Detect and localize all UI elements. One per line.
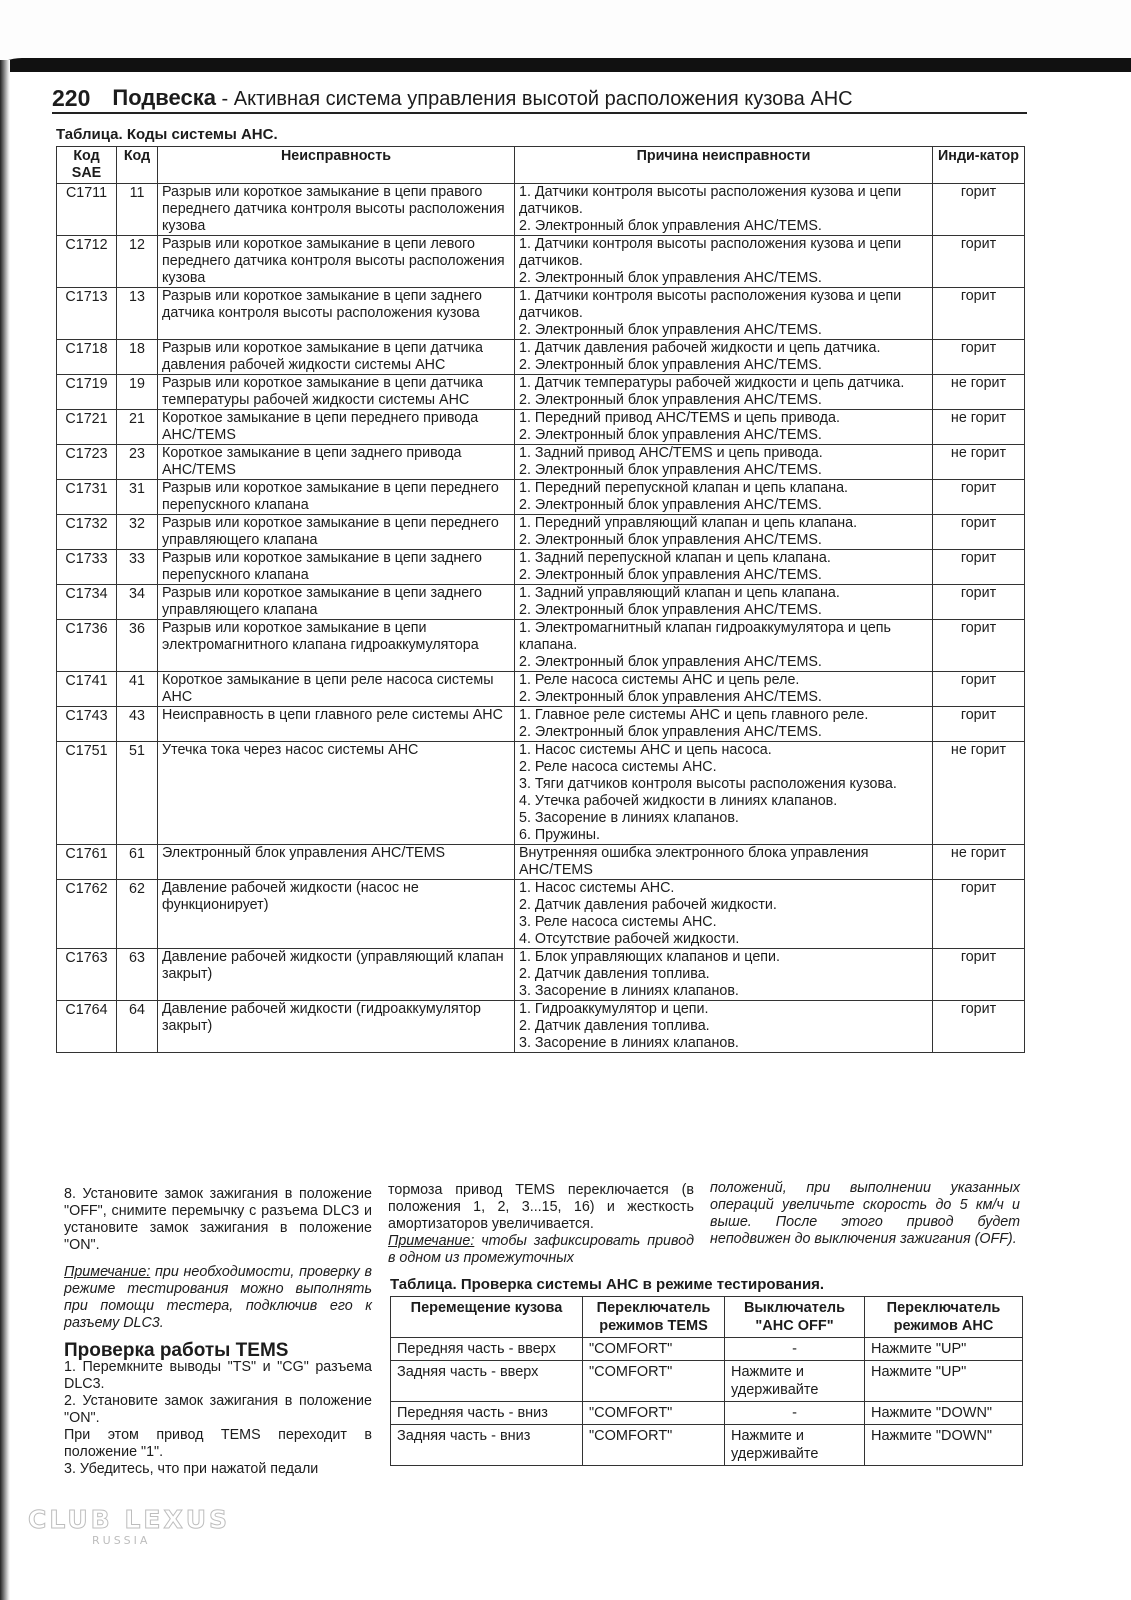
codes-table-row (57, 184, 1025, 236)
note-label: Примечание: (64, 1264, 151, 1280)
section-subtitle: - Активная система управления высотой расположения кузова АНС (221, 88, 853, 110)
cause-item: 3. Тяги датчиков контроля высоты расположения кузова. (519, 776, 897, 792)
fault-description: Неисправность в цепи главного реле системы АНС (158, 707, 515, 742)
cause-item: 1. Датчики контроля высоты расположения кузова и цепи датчиков. (519, 184, 902, 217)
cause-item: 2. Электронный блок управления AHC/TEMS. (519, 322, 822, 338)
col-header-indicator: Инди-катор (933, 147, 1025, 184)
cause-item: 2. Электронный блок управления AHC/TEMS. (519, 357, 822, 373)
indicator-status: горит (933, 672, 1025, 707)
cause-item: 1. Электромагнитный клапан гидроаккумулятора и цепь клапана. (519, 620, 891, 653)
page-number: 220 (52, 85, 91, 111)
codes-table-row (57, 550, 1025, 585)
code-sae: C1713 (57, 288, 117, 340)
codes-table-row (57, 340, 1025, 375)
fault-causes (515, 585, 933, 620)
indicator-status: горит (933, 480, 1025, 515)
middle-note (388, 1233, 694, 1267)
fault-causes (515, 236, 933, 288)
scan-left-edge (0, 60, 10, 1600)
tems-section-title: Проверка работы TEMS (64, 1340, 289, 1361)
indicator-status: горит (933, 550, 1025, 585)
indicator-status: горит (933, 949, 1025, 1001)
codes-table-row (57, 707, 1025, 742)
fault-causes (515, 480, 933, 515)
code-number: 19 (117, 375, 158, 410)
cause-item: 2. Электронный блок управления AHC/TEMS. (519, 602, 822, 618)
indicator-status: не горит (933, 375, 1025, 410)
code-sae: C1751 (57, 742, 117, 845)
code-sae: C1712 (57, 236, 117, 288)
code-number: 62 (117, 880, 158, 949)
fault-description: Давление рабочей жидкости (управляющий клапан закрыт) (158, 949, 515, 1001)
code-number: 12 (117, 236, 158, 288)
cause-item: 1. Задний привод AHC/TEMS и цепь привода. (519, 445, 823, 461)
fault-causes (515, 410, 933, 445)
step-1: 1. Перемкните выводы "TS" и "CG" разъема DLC3. (64, 1359, 372, 1392)
test-movement: Передняя часть - вверх (391, 1338, 583, 1361)
codes-table-caption: Таблица. Коды системы АНС. (56, 126, 278, 143)
code-sae: C1723 (57, 445, 117, 480)
code-sae: C1733 (57, 550, 117, 585)
code-number: 43 (117, 707, 158, 742)
test-ahc-mode: Нажмите "DOWN" (865, 1425, 1023, 1466)
right-note-text: положений, при выполнении указанных операций увеличьте скорость до 5 км/ч и выше. После этого привод будет неподвижен до выключения зажигания (OFF). (710, 1180, 1020, 1247)
cause-item: 2. Электронный блок управления AHC/TEMS. (519, 218, 822, 234)
code-sae: C1721 (57, 410, 117, 445)
step-2: 2. Установите замок зажигания в положение "ON". (64, 1393, 372, 1426)
watermark-main-text: CLUB LEXUS (28, 1505, 231, 1534)
codes-table-row (57, 410, 1025, 445)
cause-item: 1. Реле насоса системы АНС и цепь реле. (519, 672, 800, 688)
code-number: 36 (117, 620, 158, 672)
fault-causes (515, 707, 933, 742)
fault-description: Утечка тока через насос системы АНС (158, 742, 515, 845)
indicator-status: горит (933, 288, 1025, 340)
fault-causes (515, 949, 933, 1001)
fault-causes (515, 445, 933, 480)
codes-table-row (57, 742, 1025, 845)
middle-note-label: Примечание: (388, 1233, 475, 1249)
code-number: 33 (117, 550, 158, 585)
cause-item: Внутренняя ошибка электронного блока управления AHC/TEMS (519, 845, 869, 878)
right-text-column (710, 1180, 1020, 1248)
cause-item: 2. Электронный блок управления AHC/TEMS. (519, 654, 822, 670)
cause-item: 4. Утечка рабочей жидкости в линиях клапанов. (519, 793, 838, 809)
fault-description: Разрыв или короткое замыкание в цепи заднего датчика контроля высоты расположения кузова (158, 288, 515, 340)
indicator-status: горит (933, 1001, 1025, 1053)
codes-table-header (57, 147, 1025, 184)
cause-item: 2. Электронный блок управления AHC/TEMS. (519, 532, 822, 548)
cause-item: 1. Датчики контроля высоты расположения кузова и цепи датчиков. (519, 236, 902, 269)
test-table-row (391, 1425, 1023, 1466)
cause-item: 3. Реле насоса системы АНС. (519, 914, 717, 930)
page-title (112, 85, 852, 112)
test-movement: Передняя часть - вниз (391, 1402, 583, 1425)
test-ahc-off: - (725, 1338, 865, 1361)
test-table-row (391, 1338, 1023, 1361)
codes-table-row (57, 949, 1025, 1001)
test-table-header (391, 1297, 1023, 1338)
codes-table-row (57, 445, 1025, 480)
indicator-status: не горит (933, 845, 1025, 880)
cause-item: 1. Главное реле системы АНС и цепь главного реле. (519, 707, 869, 723)
indicator-status: не горит (933, 410, 1025, 445)
step-2-note: При этом привод TEMS переходит в положение "1". (64, 1427, 372, 1460)
code-number: 64 (117, 1001, 158, 1053)
fault-description: Разрыв или короткое замыкание в цепи датчика температуры рабочей жидкости системы АНС (158, 375, 515, 410)
cause-item: 1. Датчик температуры рабочей жидкости и цепь датчика. (519, 375, 905, 391)
test-ahc-off: - (725, 1402, 865, 1425)
fault-description: Разрыв или короткое замыкание в цепи заднего управляющего клапана (158, 585, 515, 620)
test-col-tems: Переключатель режимов TEMS (583, 1297, 725, 1338)
codes-table-row (57, 375, 1025, 410)
test-tems-mode: "COMFORT" (583, 1361, 725, 1402)
test-ahc-mode: Нажмите "UP" (865, 1361, 1023, 1402)
cause-item: 1. Блок управляющих клапанов и цепи. (519, 949, 780, 965)
code-number: 63 (117, 949, 158, 1001)
code-number: 23 (117, 445, 158, 480)
fault-description: Разрыв или короткое замыкание в цепи датчика давления рабочей жидкости системы АНС (158, 340, 515, 375)
code-number: 32 (117, 515, 158, 550)
test-table (390, 1296, 1023, 1466)
page-header (52, 82, 1027, 114)
fault-causes (515, 620, 933, 672)
codes-table-row (57, 585, 1025, 620)
cause-item: 1. Передний перепускной клапан и цепь клапана. (519, 480, 849, 496)
indicator-status: не горит (933, 742, 1025, 845)
cause-item: 2. Электронный блок управления AHC/TEMS. (519, 497, 822, 513)
test-movement: Задняя часть - вверх (391, 1361, 583, 1402)
test-col-ahc-off: Выключатель "AHC OFF" (725, 1297, 865, 1338)
col-header-fault: Неисправность (158, 147, 515, 184)
fault-description: Давление рабочей жидкости (гидроаккумулятор закрыт) (158, 1001, 515, 1053)
code-sae: C1762 (57, 880, 117, 949)
test-col-movement: Перемещение кузова (391, 1297, 583, 1338)
code-sae: C1732 (57, 515, 117, 550)
code-sae: C1734 (57, 585, 117, 620)
middle-text-column (388, 1182, 694, 1267)
test-tems-mode: "COMFORT" (583, 1425, 725, 1466)
cause-item: 2. Датчик давления топлива. (519, 1018, 710, 1034)
codes-table-row (57, 515, 1025, 550)
indicator-status: горит (933, 620, 1025, 672)
cause-item: 4. Отсутствие рабочей жидкости. (519, 931, 740, 947)
step-8: 8. Установите замок зажигания в положение "OFF", снимите перемычку с разъема DLC3 и установите замок зажигания в положение "ON". (64, 1186, 372, 1253)
test-table-row (391, 1361, 1023, 1402)
codes-table-row (57, 1001, 1025, 1053)
codes-table-row (57, 672, 1025, 707)
cause-item: 1. Передний привод AHC/TEMS и цепь привода. (519, 410, 840, 426)
fault-causes (515, 515, 933, 550)
test-ahc-off: Нажмите и удерживайте (725, 1361, 865, 1402)
cause-item: 2. Электронный блок управления AHC/TEMS. (519, 567, 822, 583)
indicator-status: горит (933, 880, 1025, 949)
fault-causes (515, 288, 933, 340)
indicator-status: горит (933, 340, 1025, 375)
note-tester (64, 1264, 372, 1332)
scan-edge-bar (0, 58, 1131, 72)
codes-table-row (57, 845, 1025, 880)
code-sae: C1761 (57, 845, 117, 880)
code-sae: C1741 (57, 672, 117, 707)
fault-causes (515, 672, 933, 707)
step-3: 3. Убедитесь, что при нажатой педали (64, 1461, 319, 1477)
test-ahc-mode: Нажмите "DOWN" (865, 1402, 1023, 1425)
fault-causes (515, 880, 933, 949)
fault-causes (515, 375, 933, 410)
cause-item: 1. Задний перепускной клапан и цепь клапана. (519, 550, 831, 566)
test-tems-mode: "COMFORT" (583, 1402, 725, 1425)
fault-causes (515, 1001, 933, 1053)
fault-description: Короткое замыкание в цепи переднего привода AHC/TEMS (158, 410, 515, 445)
fault-description: Разрыв или короткое замыкание в цепи заднего перепускного клапана (158, 550, 515, 585)
cause-item: 2. Электронный блок управления AHC/TEMS. (519, 270, 822, 286)
cause-item: 2. Электронный блок управления AHC/TEMS. (519, 462, 822, 478)
fault-description: Разрыв или короткое замыкание в цепи правого переднего датчика контроля высоты расположения кузова (158, 184, 515, 236)
test-ahc-off: Нажмите и удерживайте (725, 1425, 865, 1466)
cause-item: 2. Электронный блок управления AHC/TEMS. (519, 724, 822, 740)
test-table-row (391, 1402, 1023, 1425)
fault-description: Давление рабочей жидкости (насос не функционирует) (158, 880, 515, 949)
cause-item: 1. Насос системы АНС и цепь насоса. (519, 742, 772, 758)
code-sae: C1743 (57, 707, 117, 742)
fault-causes (515, 340, 933, 375)
fault-description: Короткое замыкание в цепи реле насоса системы АНС (158, 672, 515, 707)
codes-table-row (57, 480, 1025, 515)
codes-table-row (57, 288, 1025, 340)
code-number: 51 (117, 742, 158, 845)
col-header-code: Код (117, 147, 158, 184)
cause-item: 1. Датчики контроля высоты расположения кузова и цепи датчиков. (519, 288, 902, 321)
fault-causes (515, 845, 933, 880)
cause-item: 2. Электронный блок управления AHC/TEMS. (519, 392, 822, 408)
indicator-status: горит (933, 236, 1025, 288)
cause-item: 1. Насос системы АНС. (519, 880, 675, 896)
test-movement: Задняя часть - вниз (391, 1425, 583, 1466)
middle-note-text: чтобы зафиксировать привод в одном из промежуточных (388, 1233, 694, 1266)
cause-item: 1. Задний управляющий клапан и цепь клапана. (519, 585, 840, 601)
note-text: при необходимости, проверку в режиме тестирования можно выполнять при помощи тестера, подключив его к разъему DLC3. (64, 1264, 372, 1331)
code-sae: C1711 (57, 184, 117, 236)
cause-item: 3. Засорение в линиях клапанов. (519, 1035, 739, 1051)
code-sae: C1736 (57, 620, 117, 672)
indicator-status: горит (933, 707, 1025, 742)
codes-table (56, 146, 1025, 1053)
cause-item: 1. Датчик давления рабочей жидкости и цепь датчика. (519, 340, 881, 356)
cause-item: 5. Засорение в линиях клапанов. (519, 810, 739, 826)
code-sae: C1719 (57, 375, 117, 410)
fault-causes (515, 742, 933, 845)
cause-item: 1. Гидроаккумулятор и цепи. (519, 1001, 709, 1017)
code-sae: C1764 (57, 1001, 117, 1053)
col-header-cause: Причина неисправности (515, 147, 933, 184)
indicator-status: горит (933, 515, 1025, 550)
col-header-sae: Код SAE (57, 147, 117, 184)
code-number: 34 (117, 585, 158, 620)
cause-item: 1. Передний управляющий клапан и цепь клапана. (519, 515, 858, 531)
codes-table-row (57, 236, 1025, 288)
code-number: 61 (117, 845, 158, 880)
fault-description: Короткое замыкание в цепи заднего привода AHC/TEMS (158, 445, 515, 480)
test-tems-mode: "COMFORT" (583, 1338, 725, 1361)
cause-item: 2. Датчик давления топлива. (519, 966, 710, 982)
indicator-status: не горит (933, 445, 1025, 480)
code-sae: C1763 (57, 949, 117, 1001)
codes-table-body (57, 184, 1025, 1053)
indicator-status: горит (933, 585, 1025, 620)
watermark-logo (28, 1506, 238, 1556)
code-sae: C1731 (57, 480, 117, 515)
watermark-sub-text: RUSSIA (92, 1534, 151, 1547)
section-name: Подвеска (112, 85, 216, 110)
fault-causes (515, 550, 933, 585)
code-number: 41 (117, 672, 158, 707)
codes-table-row (57, 880, 1025, 949)
cause-item: 2. Электронный блок управления AHC/TEMS. (519, 689, 822, 705)
middle-text: тормоза привод TEMS переключается (в положения 1, 2, 3...15, 16) и жесткость амортизаторов увеличивается. (388, 1182, 694, 1232)
code-number: 18 (117, 340, 158, 375)
fault-description: Электронный блок управления AHC/TEMS (158, 845, 515, 880)
fault-description: Разрыв или короткое замыкание в цепи электромагнитного клапана гидроаккумулятора (158, 620, 515, 672)
test-table-body (391, 1338, 1023, 1466)
cause-item: 6. Пружины. (519, 827, 600, 843)
cause-item: 2. Датчик давления рабочей жидкости. (519, 897, 777, 913)
code-number: 11 (117, 184, 158, 236)
code-number: 31 (117, 480, 158, 515)
cause-item: 2. Электронный блок управления AHC/TEMS. (519, 427, 822, 443)
indicator-status: горит (933, 184, 1025, 236)
fault-description: Разрыв или короткое замыкание в цепи переднего управляющего клапана (158, 515, 515, 550)
cause-item: 2. Реле насоса системы АНС. (519, 759, 717, 775)
fault-causes (515, 184, 933, 236)
code-number: 13 (117, 288, 158, 340)
left-text-column (64, 1186, 372, 1478)
test-ahc-mode: Нажмите "UP" (865, 1338, 1023, 1361)
code-number: 21 (117, 410, 158, 445)
fault-description: Разрыв или короткое замыкание в цепи переднего перепускного клапана (158, 480, 515, 515)
test-table-caption: Таблица. Проверка системы АНС в режиме тестирования. (390, 1276, 825, 1293)
fault-description: Разрыв или короткое замыкание в цепи левого переднего датчика контроля высоты расположения кузова (158, 236, 515, 288)
codes-table-row (57, 620, 1025, 672)
code-sae: C1718 (57, 340, 117, 375)
cause-item: 3. Засорение в линиях клапанов. (519, 983, 739, 999)
test-col-ahc-mode: Переключатель режимов АНС (865, 1297, 1023, 1338)
